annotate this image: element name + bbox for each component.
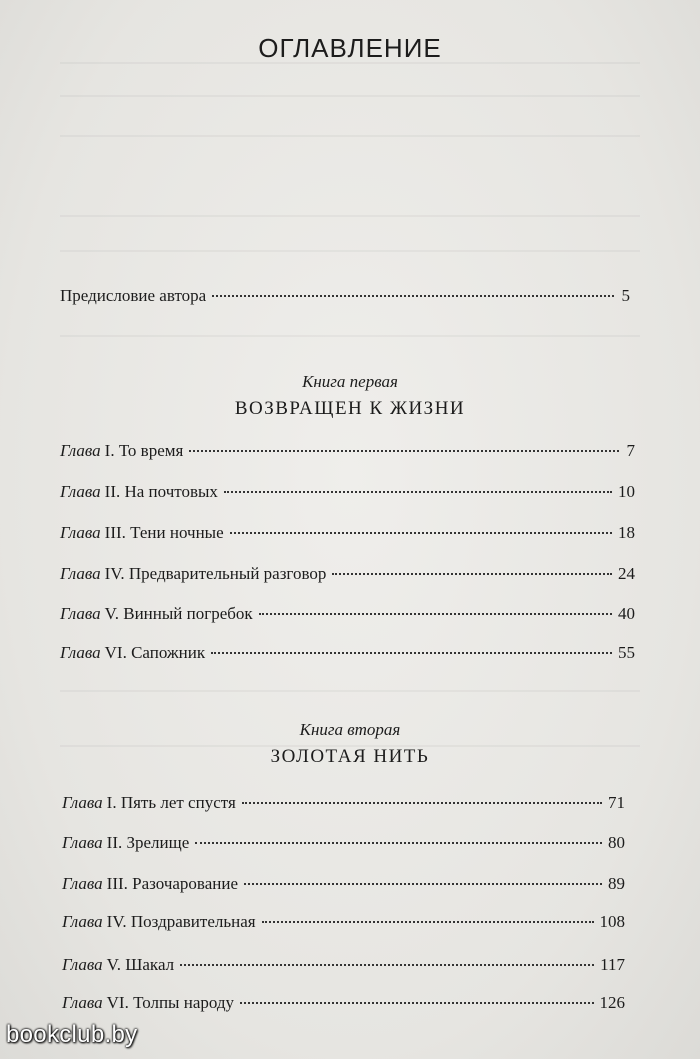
- page-number: 40: [618, 604, 635, 623]
- chapter-prefix: Глава: [62, 874, 103, 893]
- chapter-prefix: Глава: [62, 833, 103, 852]
- leader-dots: [259, 613, 612, 615]
- book-two-label: Книга вторая: [299, 720, 401, 739]
- book-one-heading: [0, 372, 700, 420]
- toc-entry: [60, 604, 635, 624]
- chapter-prefix: Глава: [62, 993, 103, 1012]
- book-one-label: Книга первая: [302, 372, 398, 391]
- toc-entry: [62, 874, 625, 894]
- chapter-title: III. Тени ночные: [104, 523, 224, 542]
- site-watermark: bookclub.by: [6, 1021, 138, 1048]
- chapter-prefix: Глава: [62, 793, 103, 812]
- toc-entry: [62, 833, 625, 853]
- page-number: 80: [608, 833, 625, 852]
- toc-entry: [60, 482, 635, 502]
- toc-entry: [62, 912, 625, 932]
- leader-dots: [242, 802, 602, 804]
- toc-entry: [60, 564, 635, 584]
- show-through-line: [60, 95, 640, 97]
- chapter-title: V. Шакал: [106, 955, 175, 974]
- chapter-prefix: Глава: [62, 955, 103, 974]
- page-number: 117: [600, 955, 625, 974]
- toc-entry-label: [60, 482, 218, 502]
- leader-dots: [211, 652, 612, 654]
- chapter-title: VI. Сапожник: [104, 643, 206, 662]
- chapter-prefix: Глава: [60, 564, 101, 583]
- chapter-prefix: Глава: [60, 482, 101, 501]
- book-two-heading: [0, 720, 700, 768]
- leader-dots: [332, 573, 612, 575]
- toc-entry: [60, 523, 635, 543]
- chapter-title: II. Зрелище: [106, 833, 190, 852]
- leader-dots: [212, 295, 614, 297]
- toc-entry-label: [62, 955, 174, 975]
- chapter-prefix: Глава: [60, 441, 101, 460]
- book-two-title: ЗОЛОТАЯ НИТЬ: [270, 746, 430, 767]
- chapter-title: V. Винный погребок: [104, 604, 253, 623]
- book-one-title: ВОЗВРАЩЕН К ЖИЗНИ: [234, 398, 466, 419]
- page-number: 7: [626, 441, 635, 460]
- leader-dots: [224, 491, 612, 493]
- leader-dots: [244, 883, 602, 885]
- page-number: 24: [618, 564, 635, 583]
- chapter-prefix: Глава: [60, 523, 101, 542]
- toc-entry-label: [60, 604, 253, 624]
- toc-entry-label: [60, 564, 326, 584]
- leader-dots: [180, 964, 594, 966]
- leader-dots: [262, 921, 594, 923]
- show-through-line: [60, 335, 640, 337]
- toc-entry: [60, 441, 635, 461]
- show-through-line: [60, 215, 640, 217]
- toc-entry-label: [62, 912, 256, 932]
- chapter-prefix: Глава: [60, 604, 101, 623]
- toc-entry: [62, 793, 625, 813]
- toc-entry: [62, 993, 625, 1013]
- chapter-title: II. На почтовых: [104, 482, 218, 501]
- toc-entry-label: [60, 643, 205, 663]
- chapter-title: I. То время: [104, 441, 184, 460]
- page-number: 5: [621, 286, 630, 305]
- page-number: 108: [599, 912, 625, 931]
- toc-entry-label: Предисловие автора: [60, 286, 207, 305]
- toc-entry-label: [60, 441, 183, 461]
- toc-entry-label: [62, 793, 236, 813]
- page-number: 55: [618, 643, 635, 662]
- leader-dots: [240, 1002, 593, 1004]
- page-number: 89: [608, 874, 625, 893]
- page-number: 71: [608, 793, 625, 812]
- toc-entry-label: [62, 833, 189, 853]
- toc-entry: [62, 955, 625, 975]
- chapter-prefix: Глава: [62, 912, 103, 931]
- toc-entry-preface: [60, 286, 630, 306]
- show-through-line: [60, 250, 640, 252]
- chapter-title: I. Пять лет спустя: [106, 793, 236, 812]
- page-number: 126: [599, 993, 625, 1012]
- toc-entry-label: [60, 523, 224, 543]
- chapter-title: III. Разочарование: [106, 874, 238, 893]
- chapter-title: IV. Поздравительная: [106, 912, 256, 931]
- leader-dots: [230, 532, 612, 534]
- toc-entry-label: [62, 874, 238, 894]
- show-through-line: [60, 135, 640, 137]
- chapter-title: VI. Толпы народу: [106, 993, 235, 1012]
- toc-entry: [60, 643, 635, 663]
- leader-dots: [189, 450, 619, 452]
- chapter-prefix: Глава: [60, 643, 101, 662]
- leader-dots: [195, 842, 602, 844]
- toc-entry-label: [62, 993, 234, 1013]
- chapter-title: IV. Предварительный разговор: [104, 564, 327, 583]
- page-number: 10: [618, 482, 635, 501]
- page-title: ОГЛАВЛЕНИЕ: [258, 33, 442, 63]
- page-number: 18: [618, 523, 635, 542]
- show-through-line: [60, 690, 640, 692]
